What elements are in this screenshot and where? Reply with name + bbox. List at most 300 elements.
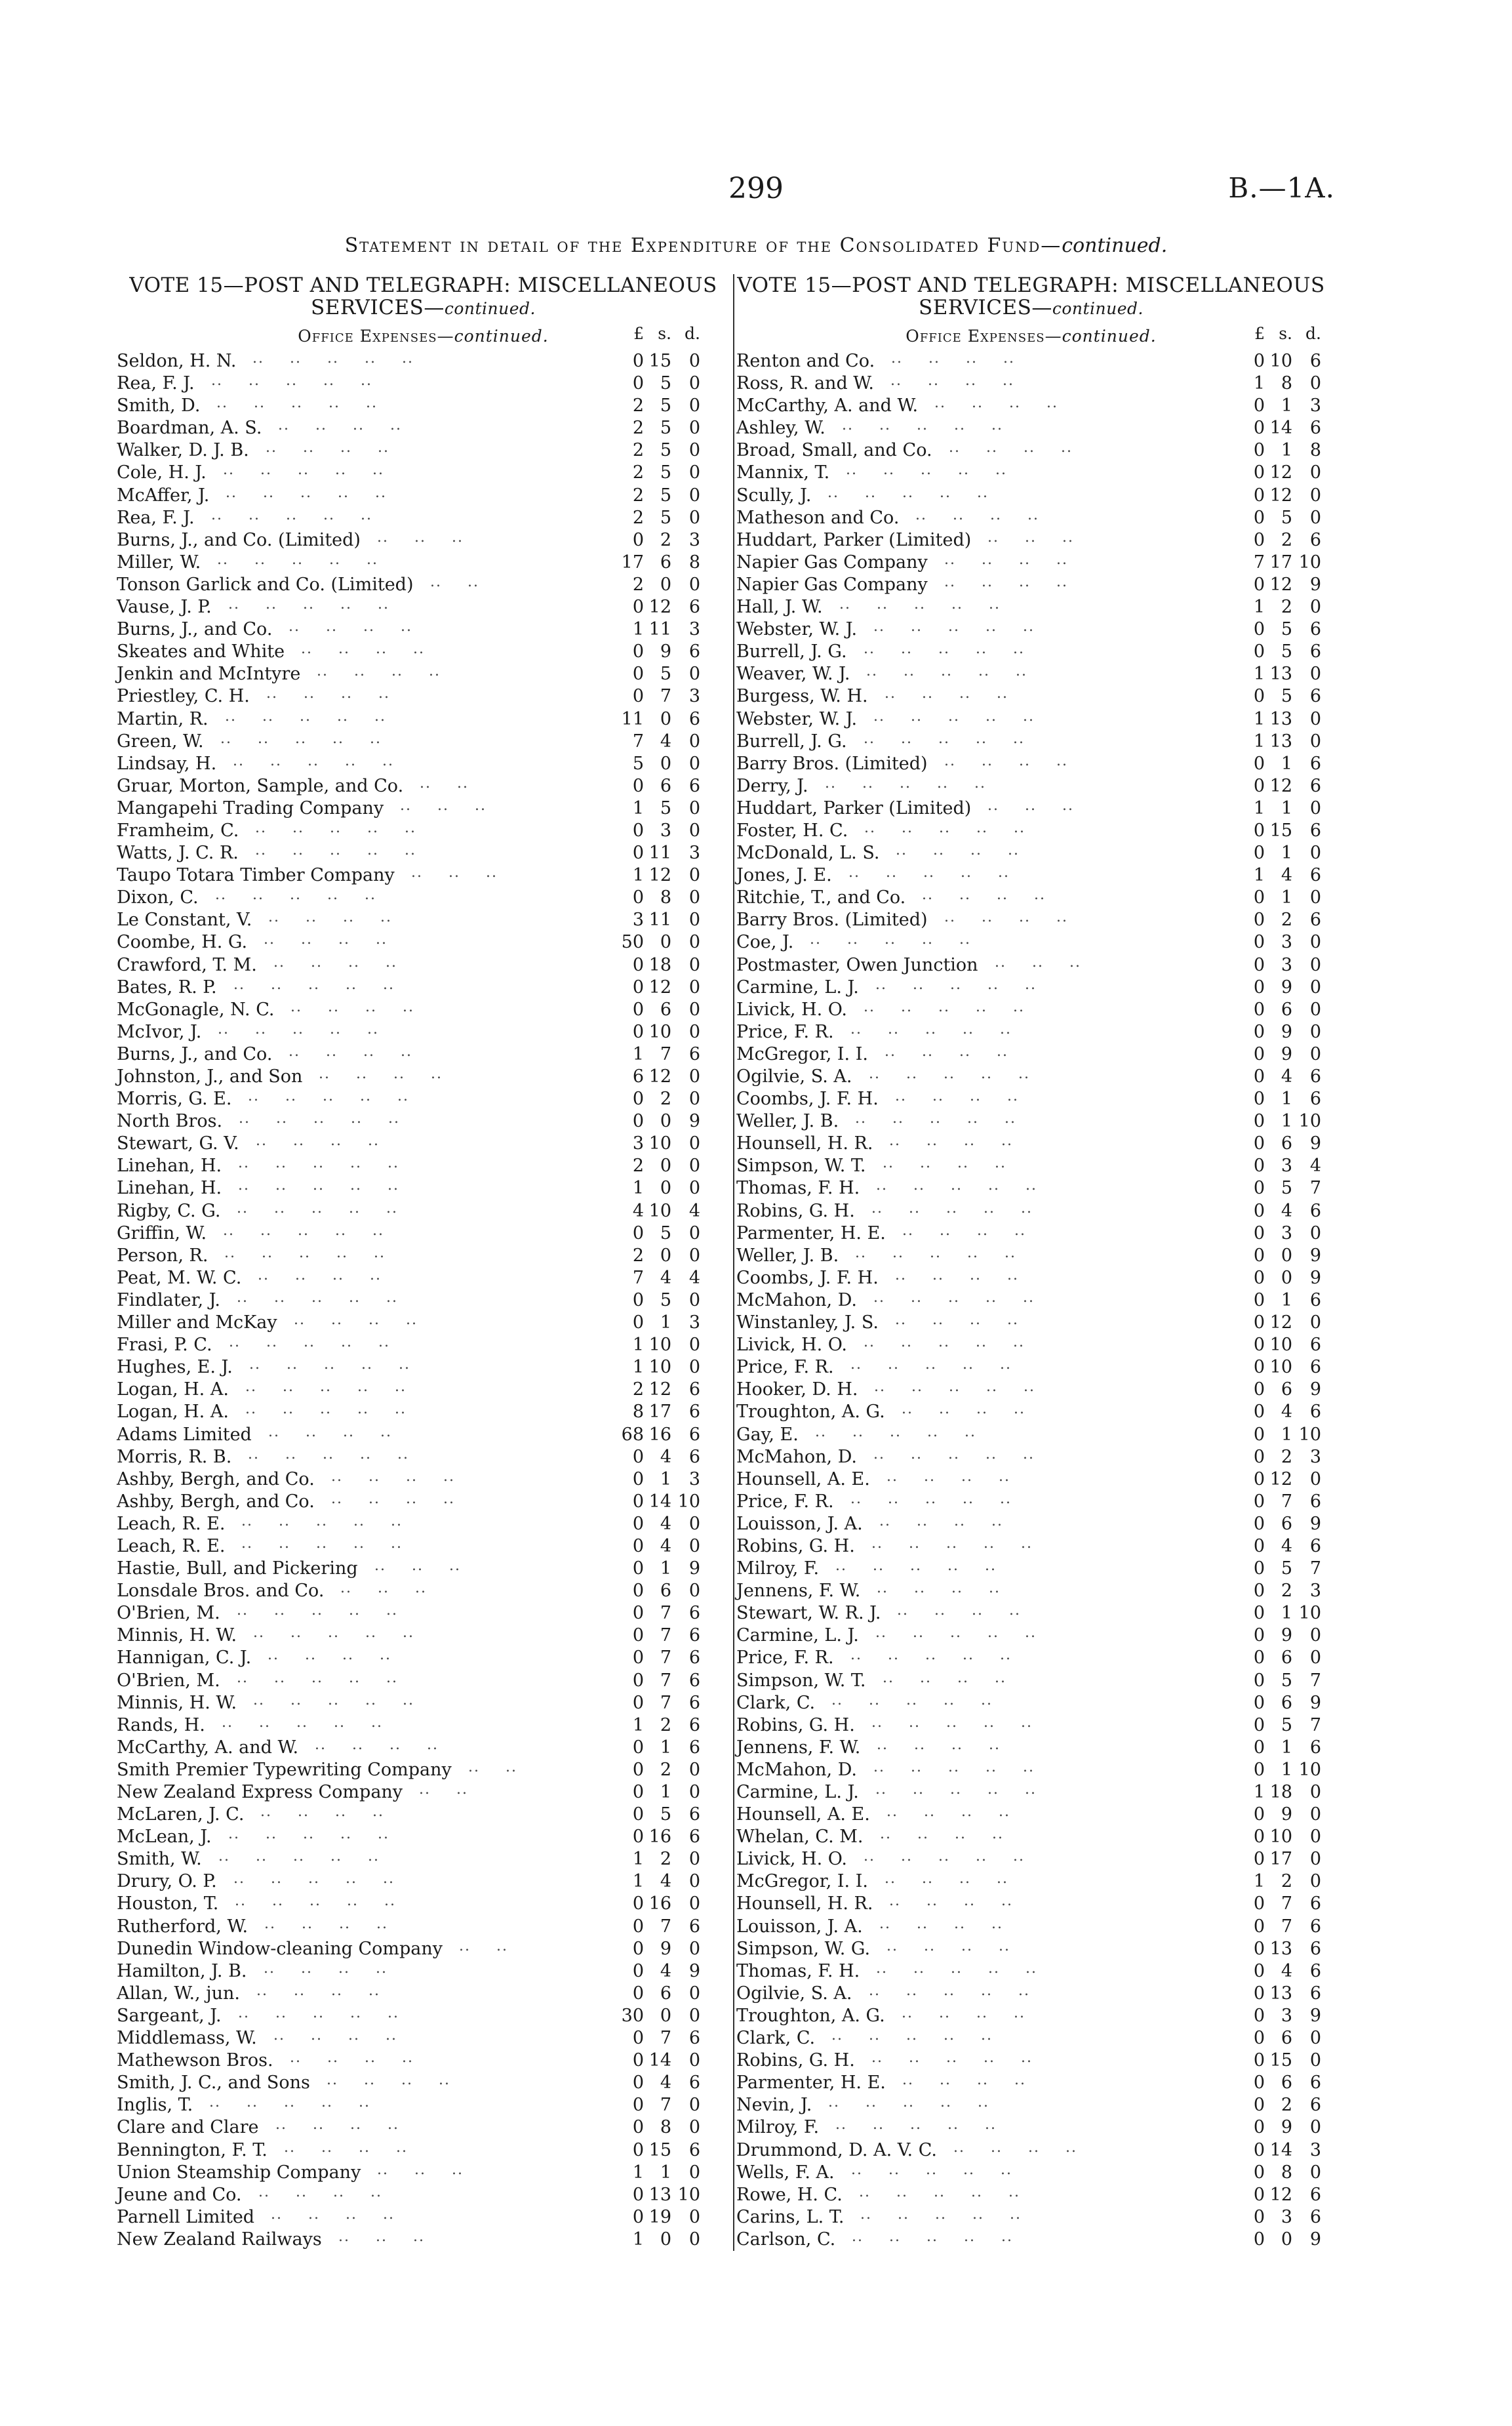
ledger-row: [117, 708, 730, 731]
amount-pounds: 0: [1253, 1178, 1265, 1199]
leader-dots: .. .. .. ..: [936, 573, 1068, 590]
amount: [1231, 1043, 1321, 1066]
payee-name: Miller, W.: [117, 552, 201, 573]
ledger-row: [117, 2094, 730, 2116]
amount-pounds: 1: [1253, 708, 1265, 729]
amount-shillings: 5: [660, 373, 671, 394]
leader-dots: .. .. .. ..: [894, 1222, 1043, 1239]
ledger-row: [117, 931, 730, 954]
amount: [610, 708, 700, 731]
ledger-row: [117, 1110, 730, 1133]
amount: [610, 2229, 700, 2251]
amount-pence: 6: [1309, 1200, 1321, 1221]
amount-pounds: 2: [632, 507, 644, 528]
amount-pence: 3: [1309, 2139, 1321, 2160]
ledger-row: [117, 1267, 730, 1289]
amount-pence: 0: [688, 1871, 700, 1892]
amount: [1231, 1401, 1321, 1423]
amount-pence: 3: [688, 843, 700, 864]
payee-name: Burgess, W. H.: [736, 686, 868, 707]
payee-name: Burrell, J. G.: [736, 731, 847, 752]
amount-shillings: 1: [660, 1737, 671, 1758]
amount-pence: 6: [1309, 1089, 1321, 1110]
amount-pence: 0: [1309, 1648, 1321, 1668]
payee-name: Weller, J. B.: [736, 1245, 839, 1266]
payee-name: Walker, D. J. B.: [117, 440, 249, 461]
amount-pounds: 0: [1253, 1535, 1265, 1556]
amount-pence: 0: [688, 999, 700, 1020]
amount-pence: 10: [677, 2184, 700, 2205]
amount-pence: 6: [688, 1737, 700, 1758]
amount: [610, 2116, 700, 2139]
amount-shillings: 9: [1281, 2117, 1292, 2138]
payee-name: Griffin, W.: [117, 1223, 207, 1243]
amount-pounds: 0: [1253, 2162, 1265, 2183]
ledger-row: [734, 1759, 1328, 1781]
amount-pence: 0: [1309, 798, 1321, 819]
ledger-row: [734, 1334, 1328, 1356]
ledger-row: [734, 864, 1328, 887]
right-subheading-main: Office Expenses—: [905, 327, 1062, 346]
amount: [1231, 439, 1321, 462]
payee-name: Tonson Garlick and Co. (Limited): [117, 574, 414, 595]
amount: [610, 1267, 700, 1289]
ledger-row: [734, 753, 1328, 775]
amount-pence: 6: [688, 1402, 700, 1423]
amount-shillings: 12: [1269, 1468, 1292, 1489]
amount-shillings: 6: [660, 1983, 671, 2004]
payee-name: Watts, J. C. R.: [117, 843, 239, 864]
payee-name: Parnell Limited: [117, 2206, 255, 2227]
amount: [610, 931, 700, 954]
ledger-row: [117, 864, 730, 887]
payee-name: Rutherford, W.: [117, 1916, 249, 1937]
amount: [1231, 1491, 1321, 1513]
amount-pence: 0: [1309, 708, 1321, 729]
amount-shillings: 4: [1281, 1402, 1292, 1423]
amount-pounds: 0: [1253, 2095, 1265, 2116]
amount-pence: 0: [688, 865, 700, 886]
amount-shillings: 6: [660, 1581, 671, 1602]
amount-pounds: 0: [1253, 2206, 1265, 2227]
ledger-row: [117, 842, 730, 864]
payee-name: Allan, W., jun.: [117, 1983, 240, 2004]
leader-dots: .. .. .. .. ..: [214, 1222, 393, 1239]
amount-pounds: 0: [1253, 999, 1265, 1020]
amount-shillings: 12: [1269, 1312, 1292, 1333]
leader-dots: .. .. ..: [368, 2161, 472, 2178]
ledger-row: [117, 439, 730, 462]
leader-dots: .. .. .. .. ..: [827, 2116, 1014, 2133]
ledger-row: [117, 529, 730, 552]
amount-pounds: 0: [1253, 1916, 1265, 1937]
amount-shillings: 11: [648, 619, 671, 640]
leader-dots: .. .. .. ..: [318, 2072, 450, 2089]
leader-dots: .. ..: [450, 1937, 517, 1954]
amount: [1231, 485, 1321, 507]
leader-dots: .. .. .. .. ..: [827, 1558, 1014, 1575]
amount: [1231, 1602, 1321, 1625]
amount: [1231, 753, 1321, 775]
amount-pounds: 0: [632, 2206, 644, 2227]
amount-shillings: 9: [1281, 1625, 1292, 1646]
amount: [610, 1043, 700, 1066]
left-pence-header: d.: [685, 324, 700, 343]
amount-shillings: 5: [660, 462, 671, 483]
amount-pounds: 0: [1253, 529, 1265, 550]
amount-pence: 3: [688, 1468, 700, 1489]
payee-name: McCarthy, A. and W.: [736, 395, 919, 416]
amount-pounds: 0: [1253, 1849, 1265, 1870]
amount: [1231, 685, 1321, 708]
amount-pounds: 0: [1253, 1111, 1265, 1132]
amount: [610, 462, 700, 484]
amount-pounds: 0: [1253, 1156, 1265, 1177]
amount-pounds: 0: [1253, 1938, 1265, 1959]
amount: [610, 1133, 700, 1155]
payee-name: Clark, C.: [736, 2028, 816, 2049]
amount: [1231, 1826, 1321, 1848]
amount: [1231, 775, 1321, 798]
amount-pence: 0: [1309, 1849, 1321, 1870]
leader-dots: .. .. ..: [330, 2228, 450, 2245]
ledger-row: [117, 1848, 730, 1870]
amount-pence: 3: [1309, 1581, 1321, 1602]
amount-pounds: 0: [1253, 440, 1265, 461]
amount-shillings: 5: [1281, 1670, 1292, 1691]
amount-shillings: 15: [1269, 2050, 1292, 2071]
amount: [1231, 1468, 1321, 1491]
payee-name: Weaver, W. J.: [736, 664, 850, 685]
amount-pounds: 0: [1253, 2072, 1265, 2093]
leader-dots: .. .. .. ..: [323, 1490, 455, 1507]
amount-pence: 6: [688, 1804, 700, 1825]
amount-pounds: 2: [632, 485, 644, 506]
amount-pounds: 0: [632, 2028, 644, 2049]
amount-pounds: 0: [632, 1737, 644, 1758]
amount-pounds: 0: [1253, 1513, 1265, 1534]
amount: [1231, 618, 1321, 641]
amount: [1231, 1312, 1321, 1334]
payee-name: Simpson, W. T.: [736, 1670, 866, 1691]
ledger-row: [734, 1826, 1328, 1848]
payee-name: Renton and Co.: [736, 351, 875, 371]
amount-shillings: 1: [660, 1312, 671, 1333]
leader-dots: .. .. .. .. ..: [209, 551, 387, 568]
amount: [610, 485, 700, 507]
amount: [610, 663, 700, 685]
payee-name: New Zealand Express Company: [117, 1782, 403, 1802]
amount-shillings: 14: [648, 2050, 671, 2071]
leader-dots: .. .. .. ..: [883, 350, 1041, 367]
amount: [1231, 708, 1321, 731]
payee-name: Morris, R. B.: [117, 1446, 232, 1467]
amount: [610, 1781, 700, 1804]
amount: [1231, 1714, 1321, 1737]
amount: [610, 1021, 700, 1043]
leader-dots: .. .. .. ..: [878, 1937, 1036, 1954]
amount-pence: 7: [1309, 1714, 1321, 1735]
payee-name: McMahon, D.: [736, 1289, 857, 1310]
amount-pounds: 0: [1253, 1223, 1265, 1243]
payee-name: Rowe, H. C.: [736, 2184, 843, 2205]
amount: [610, 1401, 700, 1423]
amount-shillings: 0: [660, 574, 671, 595]
amount-pounds: 0: [1253, 1424, 1265, 1445]
amount-pence: 6: [1309, 820, 1321, 841]
amount-shillings: 3: [1281, 932, 1292, 953]
payee-name: Miller and McKay: [117, 1312, 277, 1333]
ledger-row: [734, 1245, 1328, 1267]
amount-pounds: 1: [632, 1335, 644, 1356]
amount-pounds: 0: [632, 1223, 644, 1243]
right-vote-heading-services: SERVICES—: [919, 296, 1052, 319]
payee-name: Smith, J. C., and Sons: [117, 2072, 310, 2093]
amount: [610, 1625, 700, 1647]
ledger-row: [734, 1580, 1328, 1602]
amount-shillings: 10: [1269, 351, 1292, 371]
amount-pence: 6: [688, 1692, 700, 1713]
payee-name: Burns, J., and Co.: [117, 619, 273, 640]
ledger-row: [734, 395, 1328, 417]
leader-dots: .. .. .. .. ..: [214, 462, 393, 479]
amount-pounds: 1: [1253, 1871, 1265, 1892]
amount: [1231, 507, 1321, 529]
amount-pence: 0: [688, 418, 700, 439]
ledger-row: [117, 1714, 730, 1737]
leader-dots: .. .. .. ..: [323, 1468, 455, 1485]
ledger-row: [734, 596, 1328, 618]
ledger-row: [117, 775, 730, 798]
ledger-row: [734, 1223, 1328, 1245]
ledger-row: [734, 999, 1328, 1021]
payee-name: Taupo Totara Timber Company: [117, 865, 395, 886]
amount-shillings: 6: [1281, 999, 1292, 1020]
amount-pounds: 0: [632, 1312, 644, 1333]
amount-pounds: 0: [1253, 910, 1265, 931]
leader-dots: .. .. .. .. ..: [244, 350, 414, 367]
ledger-row: [734, 574, 1328, 596]
amount-pounds: 0: [1253, 686, 1265, 707]
payee-name: Derry, J.: [736, 775, 808, 796]
amount-shillings: 3: [1281, 2005, 1292, 2026]
amount: [1231, 663, 1321, 685]
amount-pounds: 2: [632, 574, 644, 595]
leader-dots: .. .. .. .. ..: [865, 618, 1035, 636]
amount-pounds: 0: [632, 1938, 644, 1959]
payee-name: Milroy, F.: [736, 2117, 820, 2138]
ledger-row: [117, 999, 730, 1021]
amount: [610, 1737, 700, 1759]
amount-shillings: 4: [660, 731, 671, 752]
amount: [610, 753, 700, 775]
amount-shillings: 2: [1281, 2095, 1292, 2116]
amount-shillings: 5: [660, 798, 671, 819]
amount-shillings: 4: [660, 1267, 671, 1288]
amount: [1231, 1938, 1321, 1960]
amount-pence: 0: [688, 1066, 700, 1087]
ledger-row: [734, 1781, 1328, 1804]
ledger-row: [117, 798, 730, 820]
amount-pence: 0: [688, 2229, 700, 2250]
payee-name: Troughton, A. G.: [736, 1402, 885, 1423]
amount: [610, 1446, 700, 1468]
left-vote-heading-services: SERVICES—: [311, 296, 445, 319]
ledger-row: [734, 1312, 1328, 1334]
ledger-row: [117, 2162, 730, 2184]
amount: [610, 1983, 700, 2005]
amount-shillings: 4: [1281, 1535, 1292, 1556]
amount-shillings: 15: [648, 351, 671, 371]
ledger-row: [117, 731, 730, 753]
payee-name: Robins, G. H.: [736, 1200, 855, 1221]
amount-shillings: 4: [660, 1513, 671, 1534]
ledger-row: [734, 1424, 1328, 1446]
amount: [1231, 1066, 1321, 1088]
amount-pounds: 0: [1253, 1289, 1265, 1310]
amount-shillings: 7: [660, 2095, 671, 2116]
amount-pounds: 50: [621, 932, 644, 953]
leader-dots: .. .. .. .. ..: [245, 1625, 414, 1642]
payee-name: Nevin, J.: [736, 2095, 812, 2116]
amount-pence: 0: [1309, 507, 1321, 528]
amount-pounds: 0: [632, 2117, 644, 2138]
amount-pence: 0: [1309, 1043, 1321, 1064]
amount-pounds: 0: [632, 1558, 644, 1579]
leader-dots: .. .. .. .. ..: [843, 2228, 1022, 2245]
leader-dots: .. .. .. ..: [887, 842, 1045, 859]
amount-pence: 0: [1309, 999, 1321, 1020]
amount-shillings: 4: [660, 2072, 671, 2093]
ledger-row: [734, 1043, 1328, 1066]
ledger-row: [734, 2116, 1328, 2139]
amount-pence: 3: [688, 529, 700, 550]
ledger-row: [117, 1625, 730, 1647]
amount-shillings: 13: [1269, 708, 1292, 729]
amount-shillings: 6: [1281, 2028, 1292, 2049]
amount-pence: 10: [677, 1491, 700, 1512]
amount-pounds: 5: [632, 753, 644, 774]
ledger-row: [734, 954, 1328, 977]
ledger-row: [734, 1938, 1328, 1960]
ledger-row: [117, 1088, 730, 1110]
leader-dots: .. .. .. ..: [282, 998, 431, 1015]
leader-dots: .. .. .. ..: [308, 663, 441, 680]
ledger-row: [117, 1245, 730, 1267]
leader-dots: .. .. ..: [391, 797, 487, 814]
amount: [1231, 1558, 1321, 1580]
leader-dots: .. .. .. ..: [876, 1043, 1034, 1060]
payee-name: Logan, H. A.: [117, 1379, 229, 1400]
amount-shillings: 16: [648, 1424, 671, 1445]
amount: [610, 1334, 700, 1356]
amount-pounds: 0: [1253, 418, 1265, 439]
amount-pounds: 1: [1253, 731, 1265, 752]
payee-name: Livick, H. O.: [736, 1335, 847, 1356]
left-vote-heading-continued: continued.: [444, 299, 536, 318]
leader-dots: .. .. .. .. ..: [228, 1602, 398, 1619]
leader-dots: .. .. .. .. ..: [816, 775, 1003, 792]
ledger-row: [734, 439, 1328, 462]
ledger-row: [734, 931, 1328, 954]
leader-dots: .. .. .. ..: [257, 439, 415, 456]
amount: [610, 954, 700, 977]
amount-pounds: 0: [1253, 1692, 1265, 1713]
leader-dots: .. .. .. ..: [267, 2116, 416, 2133]
payee-name: McGregor, I. I.: [736, 1871, 868, 1892]
ledger-row: [117, 685, 730, 708]
amount-pence: 0: [688, 2117, 700, 2138]
amount: [610, 2027, 700, 2050]
leader-dots: .. .. .. .. ..: [220, 1334, 399, 1351]
ledger-row: [734, 1491, 1328, 1513]
amount-pounds: 0: [1253, 1133, 1265, 1154]
ledger-row: [734, 373, 1328, 395]
payee-name: Peat, M. W. C.: [117, 1267, 242, 1288]
amount-pence: 0: [688, 1335, 700, 1356]
ledger-row: [117, 507, 730, 529]
leader-dots: .. .. .. .. ..: [860, 1982, 1030, 1999]
amount-pounds: 0: [632, 1893, 644, 1914]
amount-pence: 0: [688, 977, 700, 998]
amount-pounds: 0: [1253, 1312, 1265, 1333]
amount-pence: 9: [688, 1558, 700, 1579]
amount-shillings: 9: [660, 641, 671, 662]
amount-pounds: 0: [632, 1648, 644, 1668]
amount-pence: 0: [1309, 1021, 1321, 1042]
leader-dots: .. .. .. .. ..: [212, 730, 390, 747]
payee-name: Vause, J. P.: [117, 597, 212, 618]
payee-name: McLaren, J. C.: [117, 1804, 245, 1825]
payee-name: Coombs, J. F. H.: [736, 1089, 879, 1110]
amount-pence: 10: [1298, 1759, 1321, 1780]
payee-name: Martin, R.: [117, 708, 209, 729]
amount-shillings: 7: [660, 1043, 671, 1064]
amount-shillings: 1: [1281, 843, 1292, 864]
amount-shillings: 0: [660, 1245, 671, 1266]
amount-shillings: 12: [1269, 2184, 1292, 2205]
amount: [610, 1804, 700, 1826]
amount-pounds: 0: [632, 1983, 644, 2004]
ledger-row: [117, 1066, 730, 1088]
leader-dots: .. .. .. ..: [280, 618, 429, 636]
amount: [1231, 2229, 1321, 2251]
amount-shillings: 8: [1281, 2162, 1292, 2183]
leader-dots: .. .. .. ..: [876, 1870, 1034, 1888]
payee-name: Union Steamship Company: [117, 2162, 361, 2183]
amount-shillings: 4: [660, 1871, 671, 1892]
ledger-row: [117, 1177, 730, 1200]
ledger-row: [734, 798, 1328, 820]
payee-name: Skeates and White: [117, 641, 285, 662]
amount-pounds: 3: [632, 1133, 644, 1154]
amount-shillings: 6: [660, 775, 671, 796]
leader-dots: .. .. ..: [403, 864, 498, 881]
leader-dots: .. .. .. ..: [882, 373, 1040, 390]
amount: [610, 1200, 700, 1223]
payee-name: Louisson, J. A.: [736, 1513, 863, 1534]
payee-name: Linehan, H.: [117, 1178, 222, 1199]
amount-pence: 0: [688, 1156, 700, 1177]
amount-shillings: 7: [660, 1648, 671, 1668]
amount-pence: 9: [1309, 574, 1321, 595]
amount: [610, 1110, 700, 1133]
amount-shillings: 0: [1281, 1267, 1292, 1288]
amount-pounds: 2: [632, 418, 644, 439]
payee-name: Carins, L. T.: [736, 2206, 845, 2227]
leader-dots: .. .. .. .. ..: [209, 1021, 388, 1038]
amount-pence: 9: [688, 1960, 700, 1981]
